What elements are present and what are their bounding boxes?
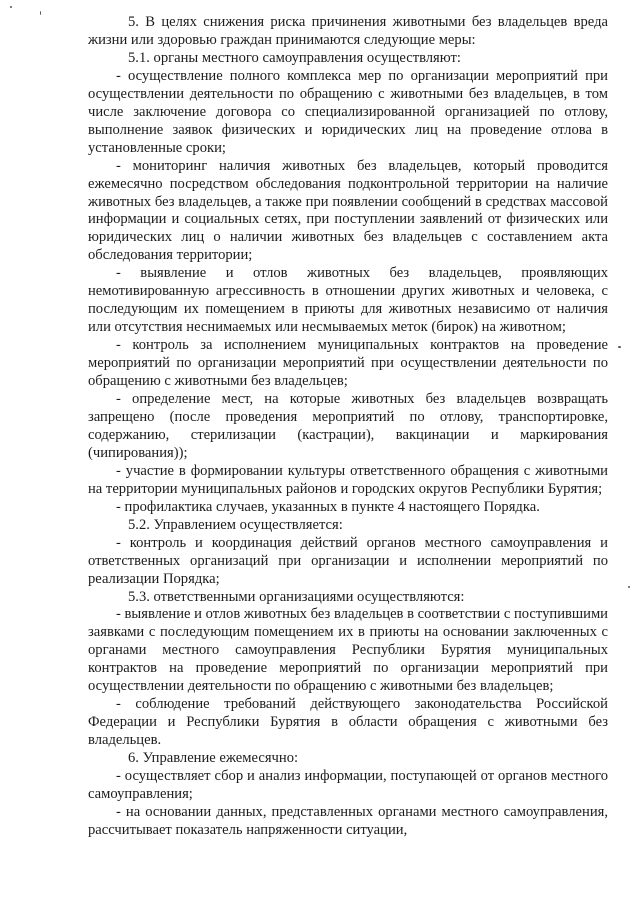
paragraph: - контроль за исполнением муниципальных контрактов на проведение мероприятий по организации мероприятий при осуществлении деятельности по обращению с животными без владельцев;: [88, 337, 608, 390]
paragraph: - на основании данных, представленных органами местного самоуправления, рассчитывает показатель напряженности ситуации,: [88, 803, 608, 838]
paragraph: 5. В целях снижения риска причинения животными без владельцев вреда жизни или здоровью граждан принимаются следующие меры:: [88, 14, 608, 48]
paragraph: - определение мест, на которые животных без владельцев возвращать запрещено (после проведения мероприятий по отлову, транспортировке, содержанию, стерилизации (кастрации), вакцинации и маркирования (чипирования));: [88, 391, 608, 461]
paragraph: - осуществляет сбор и анализ информации, поступающей от органов местного самоуправления;: [88, 768, 608, 802]
scan-speck: [40, 11, 41, 15]
scan-speck: [10, 6, 12, 8]
paragraph: - выявление и отлов животных без владельцев в соответствии с поступившими заявками с последующим помещением их в приюты на основании заключенных с органами местного самоуправления Республики Бурятия муниципальных контрактов на проведение мероприятий по организации мероприятий при осуществлении деятельности по обращению с животными без владельцев;: [88, 606, 608, 695]
paragraph: - контроль и координация действий органов местного самоуправления и ответственных организаций при организации и исполнении мероприятий по реализации Порядка;: [88, 534, 608, 587]
scan-speck: [628, 586, 630, 588]
paragraph: - соблюдение требований действующего законодательства Российской Федерации и Республики Бурятия в области обращения с животными без владельцев.: [88, 696, 608, 749]
paragraph: 5.3. ответственными организациями осуществляются:: [128, 588, 465, 605]
paragraph: - выявление и отлов животных без владельцев, проявляющих немотивированную агрессивность в отношении других животных и человека, с последующим их помещением в приюты для животных независимо от наличия или отсутствия неснимаемых или несмываемых меток (бирок) на животном;: [88, 265, 608, 336]
paragraph: - мониторинг наличия животных без владельцев, который проводится ежемесячно посредством обследования подконтрольной территории на наличие животных без владельцев, а также при появлении сообщений в средствах массовой информации и социальных сетях, при поступлении заявлений от физических или юридических лиц о наличии животных без владельцев с составлением акта обследования территории;: [88, 157, 608, 264]
paragraph: - участие в формировании культуры ответственного обращения с животными на территории муниципальных районов и городских округов Республики Бурятия;: [88, 462, 608, 497]
scan-speck: [618, 346, 621, 348]
paragraph: 5.2. Управлением осуществляется:: [128, 516, 343, 533]
paragraph: - осуществление полного комплекса мер по организации мероприятий при осуществлении деятельности по обращению с животными без владельцев, в том числе заключение договора со специализированной организацией по отлову, выполнение заявок физических и юридических лиц на проведение отлова в установленные сроки;: [88, 67, 608, 156]
paragraph: 5.1. органы местного самоуправления осуществляют:: [128, 49, 461, 66]
document-page: [88, 14, 608, 840]
paragraph: 6. Управление ежемесячно:: [128, 750, 299, 767]
paragraph: - профилактика случаев, указанных в пункте 4 настоящего Порядка.: [116, 498, 540, 515]
